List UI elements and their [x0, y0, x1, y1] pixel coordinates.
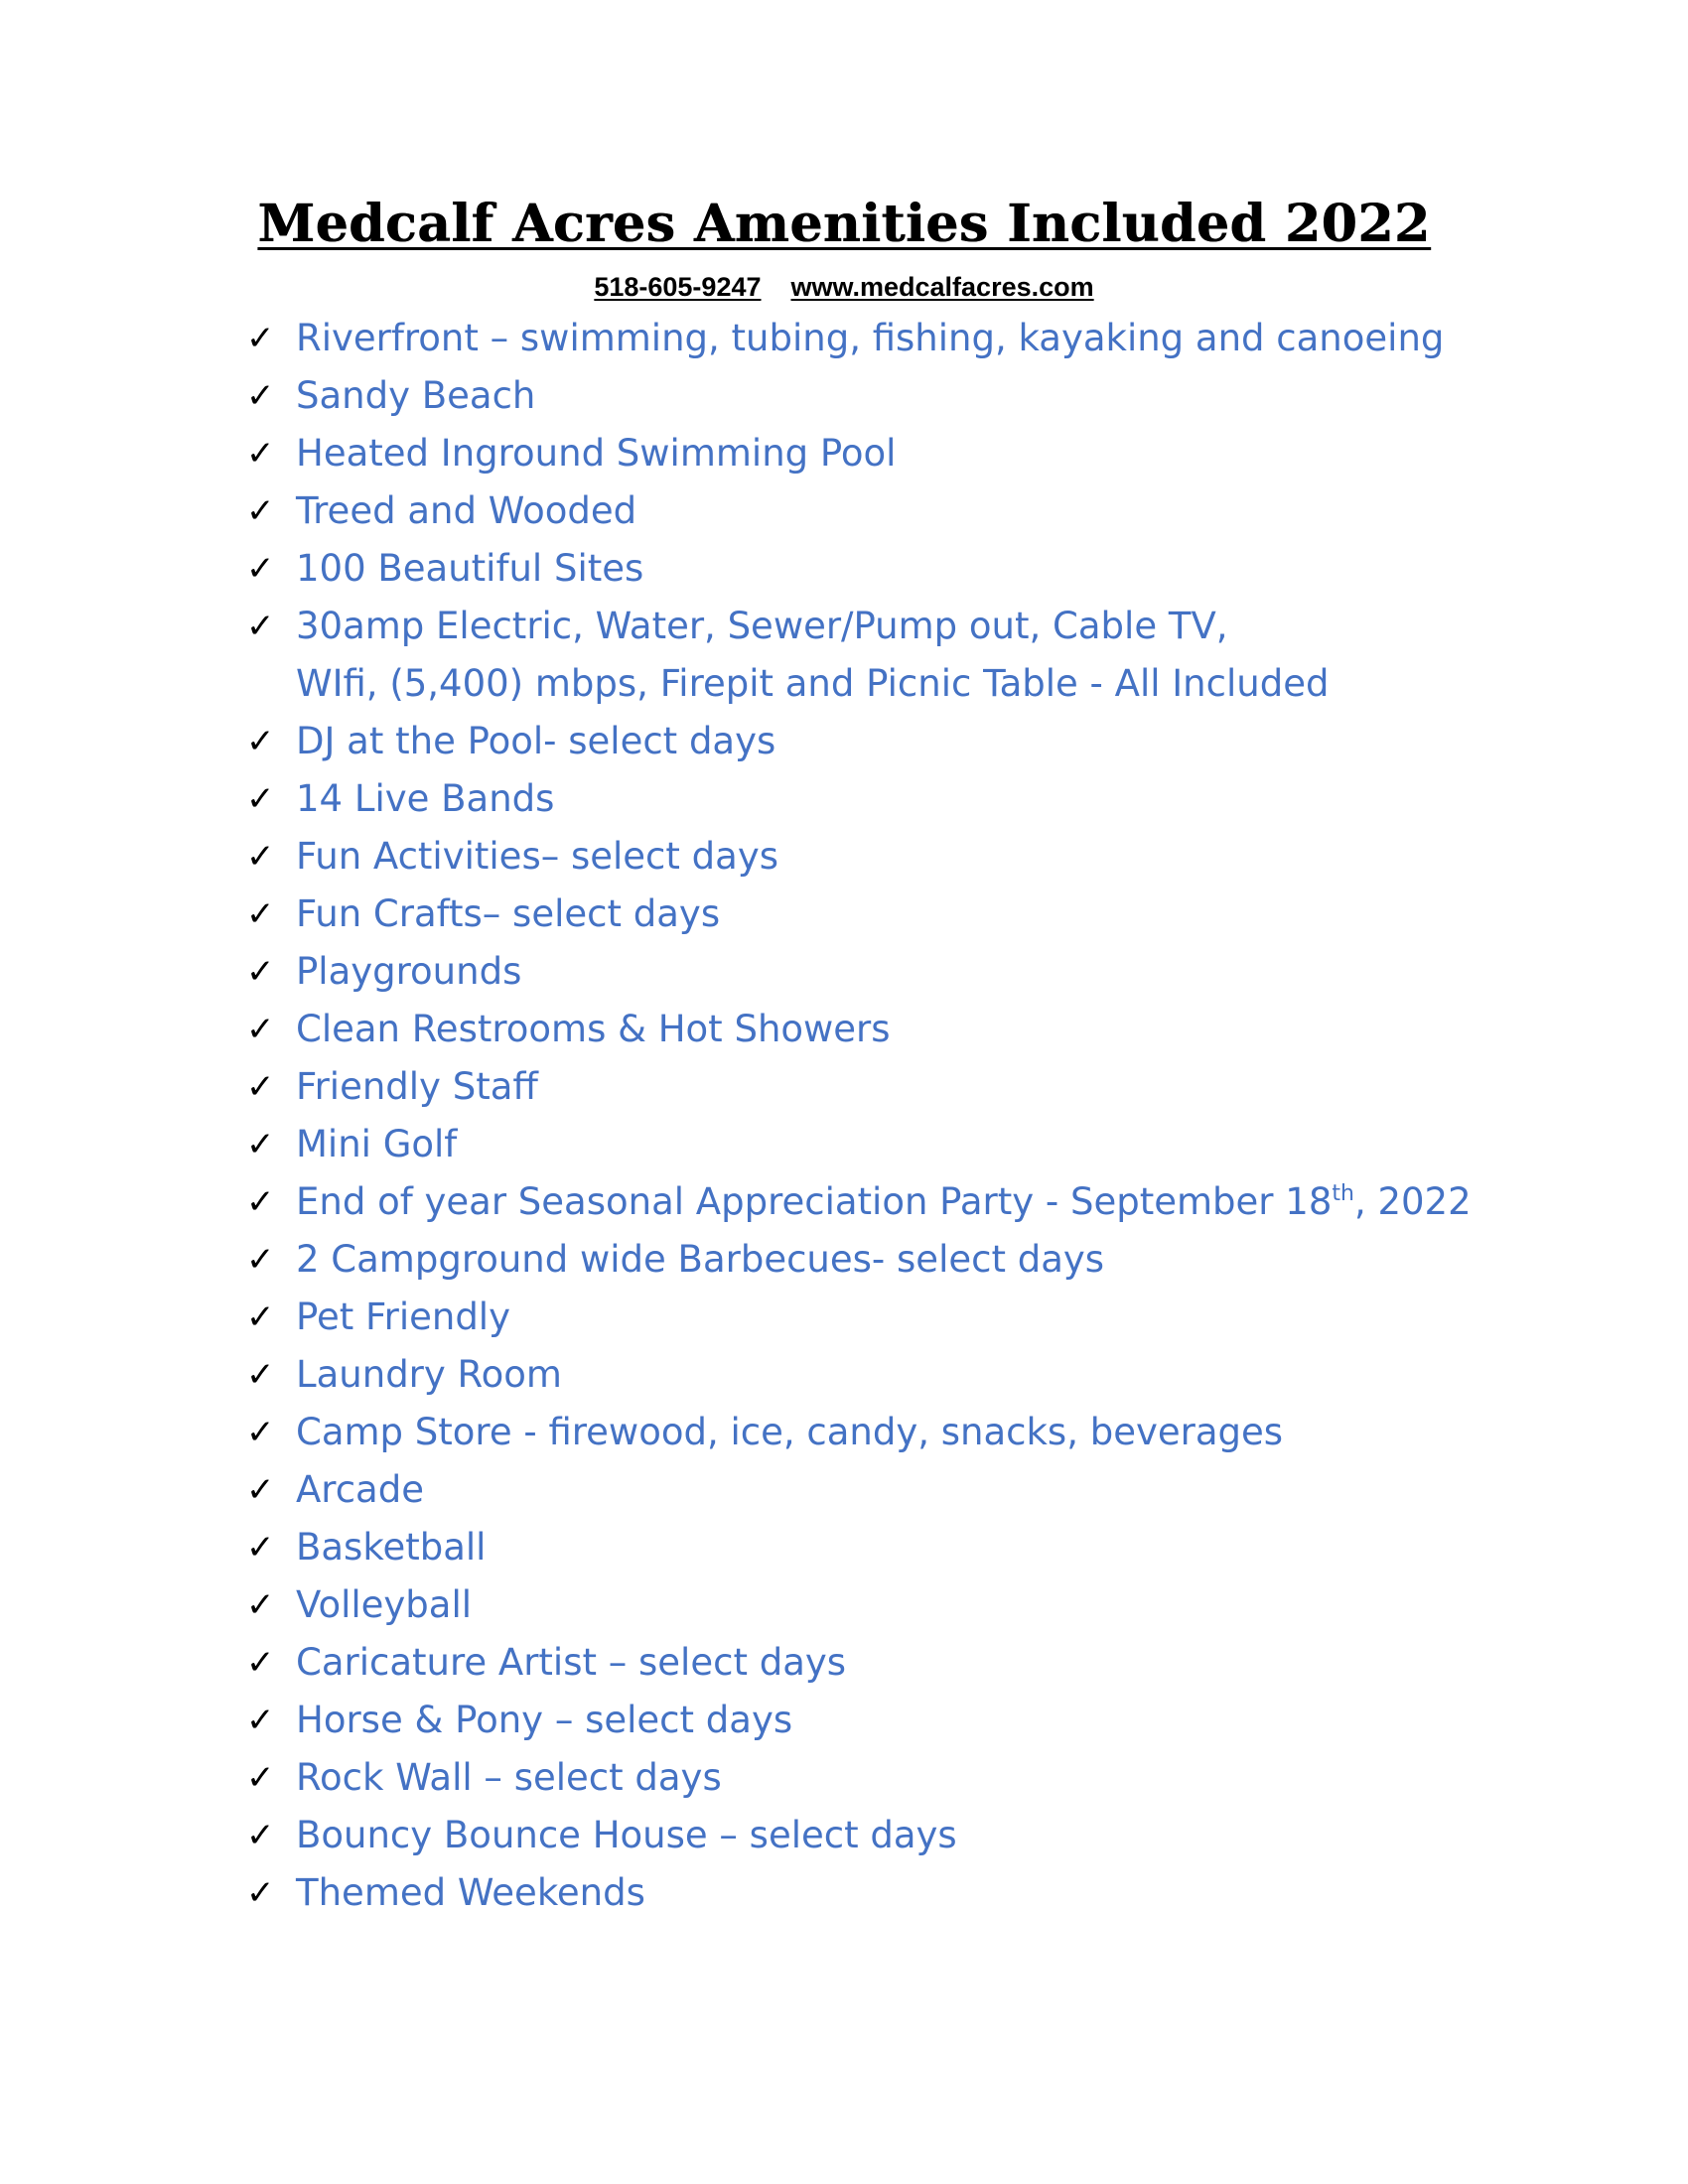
amenity-label: 2 Campground wide Barbecues- select days: [296, 1238, 1105, 1281]
check-icon: ✓: [246, 1240, 275, 1280]
check-icon: ✓: [246, 607, 275, 646]
amenity-label: Basketball: [296, 1526, 487, 1569]
check-icon: ✓: [246, 549, 275, 589]
amenity-label: Pet Friendly: [296, 1296, 510, 1338]
website-link: www.medcalfacres.com: [790, 272, 1094, 302]
amenity-label: Heated Inground Swimming Pool: [296, 432, 897, 475]
amenity-label: Treed and Wooded: [296, 489, 637, 532]
amenity-label: Friendly Staff: [296, 1065, 538, 1108]
amenity-label: Rock Wall – select days: [296, 1756, 722, 1799]
amenity-label: Riverfront – swimming, tubing, fishing, kayaking and canoeing: [296, 317, 1445, 359]
amenity-item: [246, 886, 1472, 943]
check-icon: ✓: [246, 1528, 275, 1568]
amenity-item: [246, 943, 1472, 1001]
amenity-item: [246, 1864, 1472, 1922]
amenity-item: [246, 713, 1472, 770]
amenity-label: 30amp Electric, Water, Sewer/Pump out, Cable TV,: [296, 605, 1228, 647]
amenity-label: Laundry Room: [296, 1353, 562, 1396]
check-icon: ✓: [246, 1643, 275, 1683]
amenity-label: DJ at the Pool- select days: [296, 720, 776, 762]
check-icon: ✓: [246, 376, 275, 416]
ordinal-suffix: th: [1332, 1181, 1354, 1206]
check-icon: ✓: [246, 434, 275, 474]
amenity-label: Sandy Beach: [296, 374, 536, 417]
check-icon: ✓: [246, 1585, 275, 1625]
amenities-list: [246, 310, 1472, 1922]
amenity-item: [246, 540, 1472, 598]
check-icon: ✓: [246, 1010, 275, 1049]
amenity-item: [246, 1231, 1472, 1289]
amenity-item: [246, 1519, 1472, 1576]
check-icon: ✓: [246, 319, 275, 358]
amenity-label-year: , 2022: [1353, 1180, 1472, 1223]
contact-line: [0, 270, 1688, 304]
check-icon: ✓: [246, 779, 275, 819]
check-icon: ✓: [246, 952, 275, 992]
amenity-item: [246, 1116, 1472, 1173]
amenity-item: [246, 367, 1472, 425]
check-icon: ✓: [246, 1873, 275, 1913]
check-icon: ✓: [246, 491, 275, 531]
amenity-item: [246, 1692, 1472, 1749]
phone-number: 518-605-9247: [594, 272, 762, 302]
amenity-label: End of year Seasonal Appreciation Party - September 18: [296, 1180, 1333, 1223]
amenity-label: Fun Activities– select days: [296, 835, 779, 878]
amenity-label: 100 Beautiful Sites: [296, 547, 644, 590]
amenity-item: [246, 1576, 1472, 1634]
amenity-item: [246, 482, 1472, 540]
amenity-label: Camp Store - firewood, ice, candy, snacks, beverages: [296, 1411, 1284, 1453]
check-icon: ✓: [246, 1701, 275, 1740]
amenity-label: Volleyball: [296, 1583, 473, 1626]
amenity-item: [246, 1807, 1472, 1864]
page-title: Medcalf Acres Amenities Included 2022: [257, 194, 1431, 254]
amenity-item: [246, 425, 1472, 482]
amenity-label: Clean Restrooms & Hot Showers: [296, 1008, 891, 1050]
amenity-label: Bouncy Bounce House – select days: [296, 1814, 957, 1856]
check-icon: ✓: [246, 1355, 275, 1395]
check-icon: ✓: [246, 1297, 275, 1337]
amenity-label-continued: WIfi, (5,400) mbps, Firepit and Picnic Table - All Included: [296, 662, 1330, 705]
amenity-item: [246, 770, 1472, 828]
amenity-label: Mini Golf: [296, 1123, 458, 1165]
check-icon: ✓: [246, 894, 275, 934]
check-icon: ✓: [246, 1182, 275, 1222]
amenity-item: [246, 598, 1472, 713]
amenity-item: [246, 1289, 1472, 1346]
amenity-item: [246, 310, 1472, 367]
check-icon: ✓: [246, 837, 275, 877]
amenity-item: [246, 1749, 1472, 1807]
check-icon: ✓: [246, 1816, 275, 1855]
amenity-item: [246, 1173, 1472, 1231]
check-icon: ✓: [246, 1413, 275, 1452]
amenity-label: Caricature Artist – select days: [296, 1641, 847, 1684]
amenity-item: [246, 1634, 1472, 1692]
amenity-label: Horse & Pony – select days: [296, 1699, 793, 1741]
amenity-item: [246, 1058, 1472, 1116]
amenity-item: [246, 1346, 1472, 1404]
amenity-item: [246, 828, 1472, 886]
amenity-item: [246, 1001, 1472, 1058]
check-icon: ✓: [246, 1758, 275, 1798]
amenity-label: Playgrounds: [296, 950, 522, 993]
amenity-label: 14 Live Bands: [296, 777, 555, 820]
check-icon: ✓: [246, 1125, 275, 1164]
check-icon: ✓: [246, 1470, 275, 1510]
amenity-item: [246, 1461, 1472, 1519]
amenity-label: Fun Crafts– select days: [296, 892, 721, 935]
amenity-item: [246, 1404, 1472, 1461]
amenity-label: Themed Weekends: [296, 1871, 645, 1914]
check-icon: ✓: [246, 1067, 275, 1107]
amenity-label: Arcade: [296, 1468, 424, 1511]
check-icon: ✓: [246, 722, 275, 761]
